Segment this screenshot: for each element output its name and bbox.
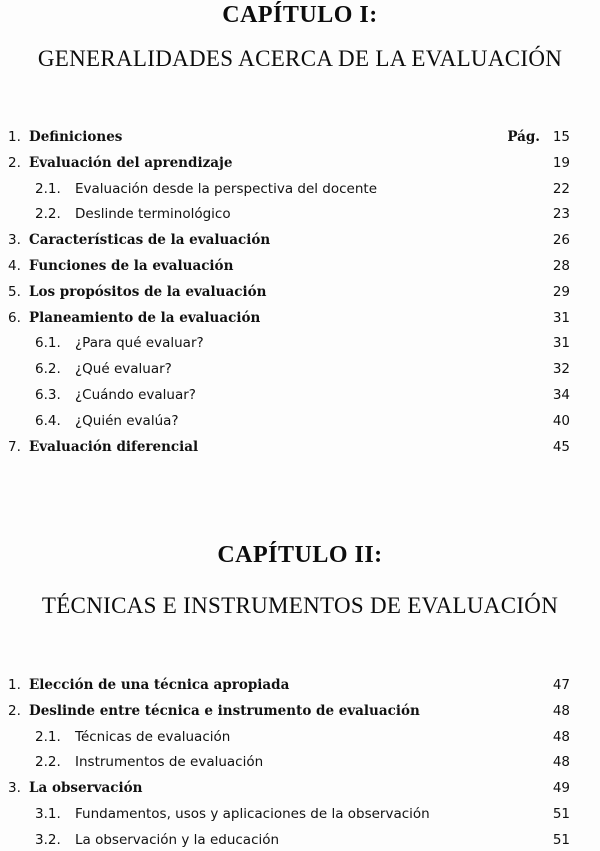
toc-entry-number: 6.4. [35,412,61,429]
toc-entry-number: 4. [8,258,21,274]
toc-entry-page: 51 [552,831,570,848]
toc-entry-title: Funciones de la evaluación [29,258,234,274]
toc-entry [0,803,600,825]
toc-entry-page: 47 [552,677,570,693]
toc-entry [0,307,600,329]
toc-entry-page: 19 [552,154,570,171]
toc-entry-page: 45 [552,438,570,455]
toc-entry-page: 29 [552,283,570,300]
toc-entry-title: Instrumentos de evaluación [75,754,264,771]
page-column-label: Pág. [507,129,540,145]
toc-entry-number: 7. [8,438,21,455]
toc-entry-page: 31 [552,335,570,352]
toc-entry-page: 48 [552,754,570,771]
toc-entry-number: 6. [8,309,21,326]
toc-entry-title: ¿Cuándo evaluar? [75,387,196,403]
toc-entry-page: 48 [552,702,570,719]
toc-entry [0,726,600,748]
toc-entry-number: 2. [8,702,21,719]
toc-entry-title: Deslinde terminológico [75,206,231,223]
toc-entry-page: 22 [552,180,570,197]
toc-entry-number: 2. [8,154,21,171]
toc-entry-page: 23 [552,206,570,223]
toc-entry-title: Elección de una técnica apropiada [29,677,290,693]
toc-entry-page: 31 [552,309,570,326]
toc-entry-number: 1. [8,129,21,145]
toc-entry-title: ¿Qué evaluar? [75,361,172,378]
toc-entry-title: La observación y la educación [75,831,280,848]
toc-entry [0,332,600,354]
toc-entry-page: 40 [552,412,570,429]
toc-entry-page: 34 [552,387,570,403]
toc-entry [0,436,600,458]
chapter2-title: TÉCNICAS E INSTRUMENTOS DE EVALUACIÓN [41,593,559,618]
toc-entry [0,700,600,722]
toc-entry-number: 3. [8,780,21,797]
toc-entry [0,751,600,773]
toc-entry-number: 3. [8,232,21,249]
chapter1-title: GENERALIDADES ACERCA DE LA EVALUACIÓN [37,46,563,71]
toc-entry-title: Definiciones [29,129,123,145]
toc-entry [0,255,600,277]
toc-entry-page: 32 [552,361,570,378]
toc-entry-number: 6.3. [35,387,61,403]
toc-entry [0,674,600,696]
toc-entry-title: Evaluación del aprendizaje [29,154,233,171]
toc-entry [0,152,600,174]
toc-entry-title: ¿Quién evalúa? [75,412,179,429]
toc-entry [0,410,600,432]
toc-entry-number: 2.2. [35,754,61,771]
chapter1-label: CAPÍTULO I: [222,2,378,28]
chapter2-label: CAPÍTULO II: [217,542,383,568]
toc-entry-number: 3.2. [35,831,61,848]
toc-entry-number: 1. [8,677,21,693]
toc-entry-number: 3.1. [35,806,61,822]
toc-entry-number: 2.1. [35,180,61,197]
toc-entry-page: 15 [552,129,570,145]
toc-entry-title: La observación [29,780,143,797]
toc-entry [0,384,600,406]
toc-entry-title: Técnicas de evaluación [75,728,231,745]
toc-entry-page: 26 [552,232,570,249]
toc-entry [0,829,600,851]
toc-entry-title: Los propósitos de la evaluación [29,283,267,300]
toc-entry [0,777,600,799]
toc-entry [0,281,600,303]
toc-entry-title: Fundamentos, usos y aplicaciones de la observación [75,806,430,822]
toc-entry [0,229,600,251]
toc-entry-page: 48 [552,728,570,745]
toc-entry-title: Planeamiento de la evaluación [29,309,261,326]
toc-entry [0,178,600,200]
toc-entry-title: Evaluación diferencial [29,438,199,455]
toc-entry-title: Deslinde entre técnica e instrumento de evaluación [29,702,420,719]
toc-entry-number: 2.2. [35,206,61,223]
toc-entry-title: ¿Para qué evaluar? [75,335,204,352]
toc-entry [0,126,600,148]
toc-entry-number: 6.1. [35,335,61,352]
toc-entry [0,358,600,380]
toc-entry [0,203,600,225]
toc-entry-number: 2.1. [35,728,61,745]
toc-entry-title: Características de la evaluación [29,232,271,249]
toc-entry-title: Evaluación desde la perspectiva del docente [75,180,378,197]
toc-entry-page: 49 [552,780,570,797]
toc-entry-page: 28 [552,258,570,274]
toc-entry-page: 51 [552,806,570,822]
toc-entry-number: 6.2. [35,361,61,378]
toc-entry-number: 5. [8,283,21,300]
